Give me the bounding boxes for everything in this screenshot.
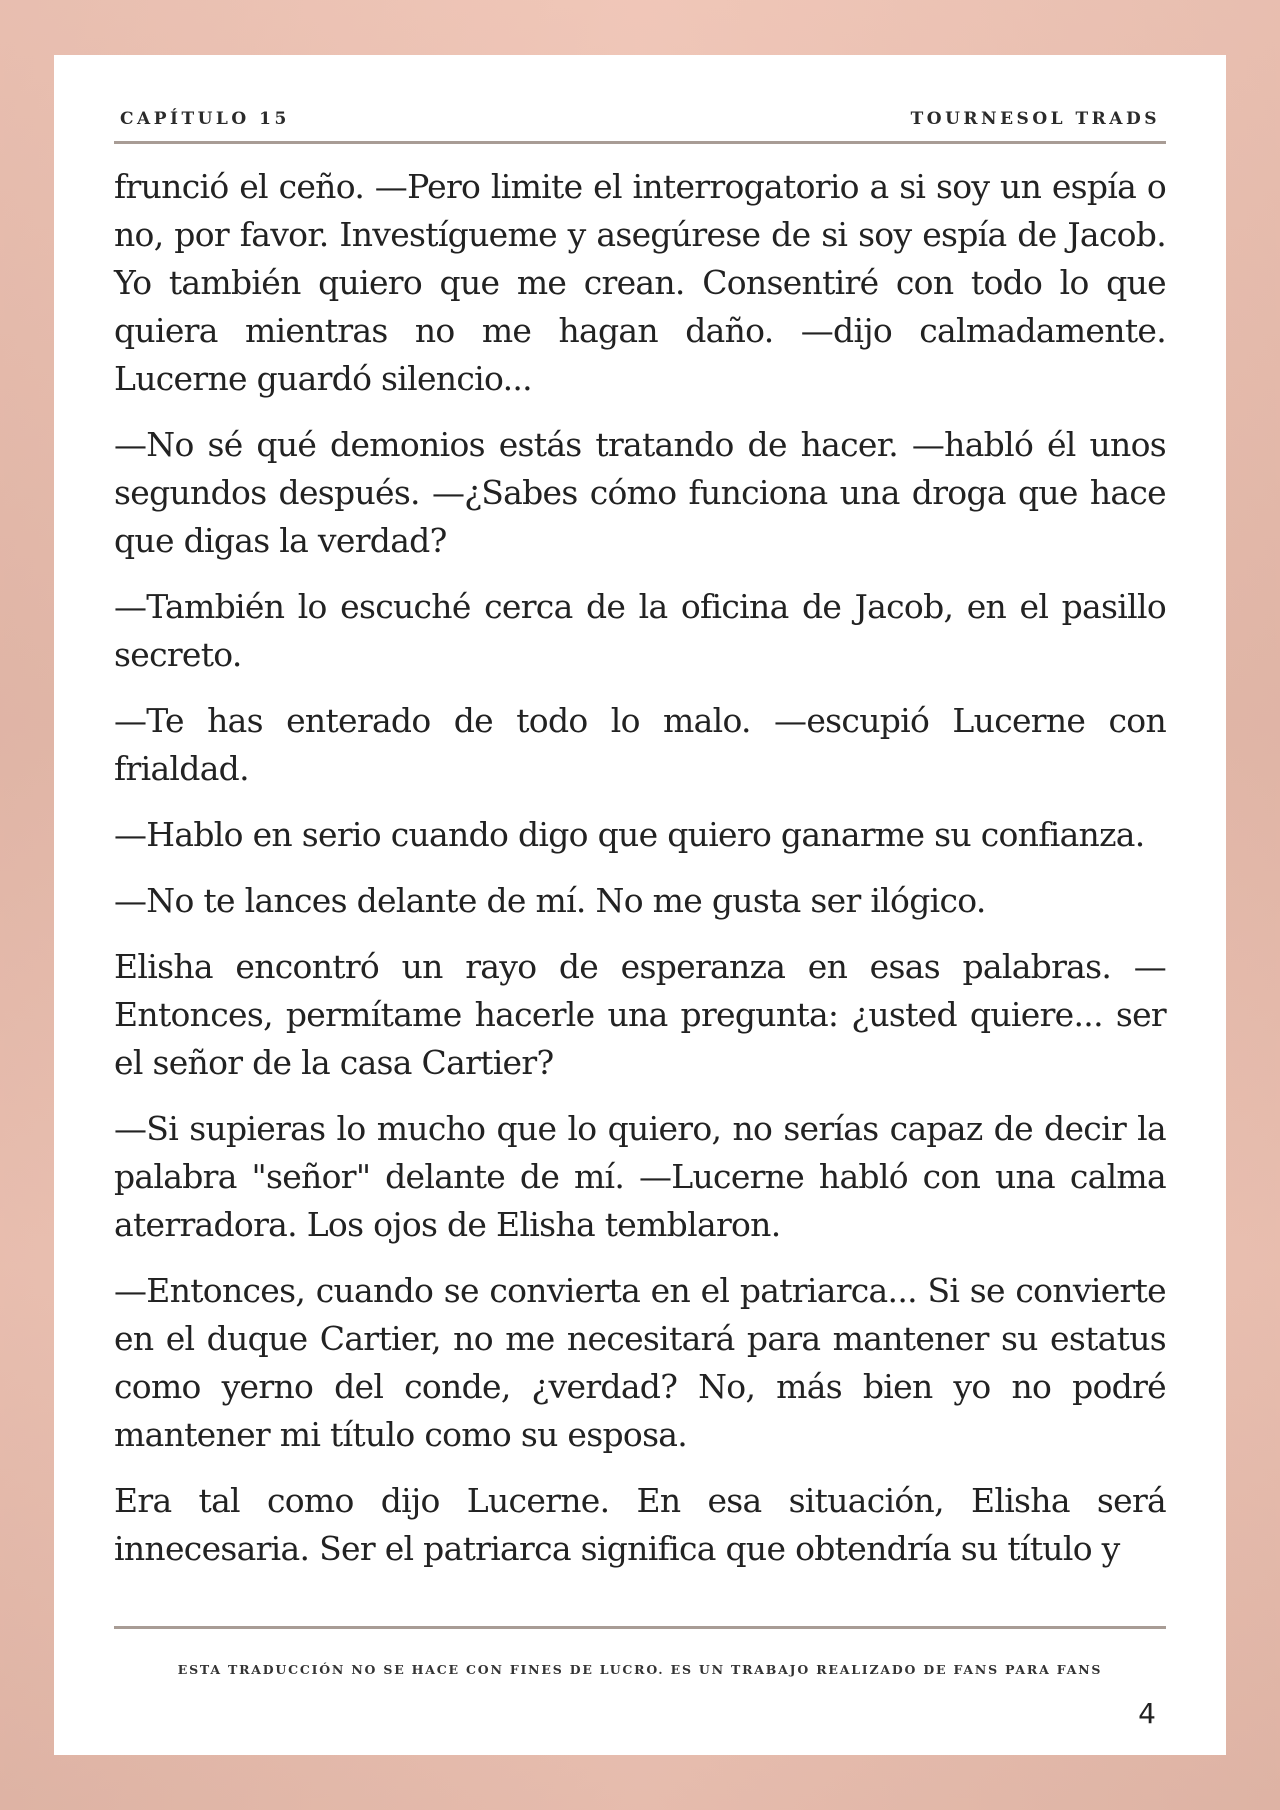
paragraph: Elisha encontró un rayo de esperanza en esas palabras. —Entonces, permítame hacerle una pregunta: ¿usted quiere... ser el señor de la casa Cartier?	[114, 947, 1166, 1082]
page-header	[120, 105, 1160, 133]
paragraph: —Hablo en serio cuando digo que quiero ganarme su confianza.	[114, 815, 1145, 854]
paragraph: —Te has enterado de todo lo malo. —escupió Lucerne con frialdad.	[114, 701, 1166, 788]
footer-disclaimer: ESTA TRADUCCIÓN NO SE HACE CON FINES DE LUCRO. ES UN TRABAJO REALIZADO DE FANS PARA FANS	[177, 1662, 1103, 1677]
paragraph: —No sé qué demonios estás tratando de hacer. —habló él unos segundos después. —¿Sabes cómo funciona una droga que hace que digas la verdad?	[114, 425, 1166, 560]
page-number: 4	[1138, 1697, 1156, 1730]
paragraph: —No te lances delante de mí. No me gusta ser ilógico.	[114, 881, 986, 920]
paragraph: Era tal como dijo Lucerne. En esa situación, Elisha será innecesaria. Ser el patriarca significa que obtendría su título y	[114, 1481, 1166, 1568]
body-text	[114, 163, 1166, 1591]
chapter-title: CAPÍTULO 15	[120, 109, 290, 129]
paragraph: frunció el ceño. —Pero limite el interrogatorio a si soy un espía o no, por favor. Investígueme y asegúrese de si soy espía de Jacob. Yo también quiero que me crean. Consentiré con todo lo que quiera mientras no me hagan daño. —dijo calmadamente. Lucerne guardó silencio...	[114, 167, 1166, 398]
paragraph: —Si supieras lo mucho que lo quiero, no serías capaz de decir la palabra "señor" delante de mí. —Lucerne habló con una calma aterradora. Los ojos de Elisha temblaron.	[114, 1109, 1166, 1244]
footer-divider	[114, 1626, 1166, 1629]
paragraph: —Entonces, cuando se convierta en el patriarca... Si se convierte en el duque Cartier, no me necesitará para mantener su estatus como yerno del conde, ¿verdad? No, más bien yo no podré mantener mi título como su esposa.	[114, 1271, 1166, 1454]
translation-group: TOURNESOL TRADS	[910, 109, 1160, 129]
paragraph: —También lo escuché cerca de la oficina de Jacob, en el pasillo secreto.	[114, 587, 1166, 674]
document-page	[54, 55, 1226, 1755]
header-divider	[114, 141, 1166, 144]
